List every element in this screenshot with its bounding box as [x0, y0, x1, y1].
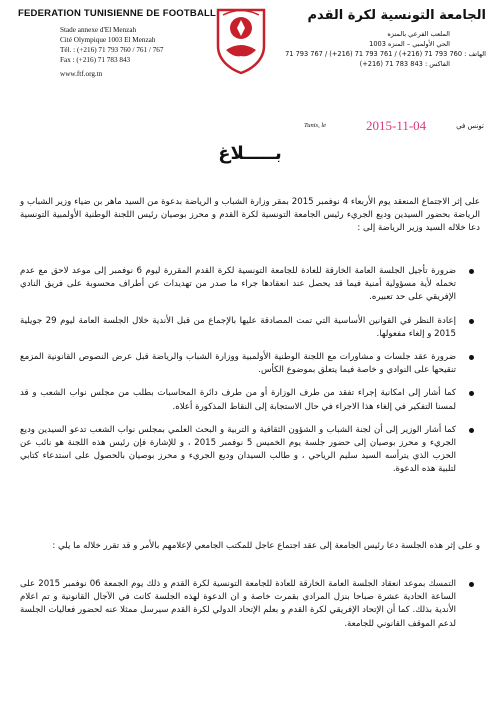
- list-item-text: كما أشار إلى امكانية إجراء تفقد من طرف الوزارة أو من طرف دائرة المحاسبات بطلب من مجلس نواب الشعب و قد لمسنا التفكير في إلغاء هذا الاجراء في حال الاستجابة إلى النقاط المذكورة أعلاه.: [20, 388, 456, 412]
- bullet-icon: [469, 428, 474, 433]
- list-item: [20, 351, 480, 377]
- address-line-ar: الحي الأولمبي – المنزه 1003: [369, 40, 450, 48]
- address-line-ar: الهاتف : 760 793 71 (216+) / 761 793 71 (216+) / 767 793 71: [285, 50, 486, 58]
- date-label-fr: Tunis, le: [304, 122, 327, 129]
- list-item: [20, 387, 480, 413]
- intro-paragraph: على إثر الاجتماع المنعقد يوم الأربعاء 4 نوفمبر 2015 بمقر وزارة الشباب و الرياضة بدعوة من السيد ماهر بن ضياء وزير الشباب و الرياضة بحضور السيدين وديع الجريء رئيس الجامعة التونسية لكرة القدم و محرز بوصيان رئيس اللجنة الوطنية الأولمبية التونسية دعا خلاله السيد وزير الرياضة إلى :: [20, 197, 480, 234]
- list-item-text: ضرورة عقد جلسات و مشاورات مع اللجنة الوطنية الأولمبية ووزارة الشباب والرياضة قبل عرض النصوص القانونية المزمع تنقيحها على النوادي و خاصة فيما يتعلق بموضوع الكأس.: [20, 352, 456, 376]
- address-line-fr: Fax : (+216) 71 783 843: [60, 56, 131, 64]
- bullet-icon: [469, 355, 474, 360]
- federation-logo: [212, 6, 270, 76]
- header-right: [286, 8, 486, 69]
- list-item-text: التمسك بموعد انعقاد الجلسة العامة الخارقة للعادة للجامعة التونسية لكرة القدم و ذلك يوم الجمعة 06 نوفمبر 2015 على الساعة الحادية عشرة صباحا بنزل المرادي بقمرت خاصة و ان الدعوة لهذه الجلسة كانت في الآجال القانونية و تم اعلام الأندية بذلك. كما أن الإتحاد الإفريقي لكرة القدم و بعلم الإتحاد الدولي لكرة القدم سيرسل ممثلا عنه لحضور فعاليات الجلسة لدعم الموقف القانوني للجامعة.: [20, 579, 456, 629]
- bullet-icon: [469, 582, 474, 587]
- address-line-ar: الملعب الفرعي بالمنزه: [387, 30, 450, 38]
- address-line-fr: Tél. : (+216) 71 793 760 / 761 / 767: [60, 46, 164, 54]
- list-item-text: كما أشار الوزير إلى أن لجنة الشباب و الشؤون الثقافية و التربية و البحث العلمي بمجلس نواب الشعب تدعو السيدين وديع الجريء و محرز بوصيان إلى حضور جلسة يوم الخميس 5 نوفمبر 2015 ، و للإشارة فإن رئيس هذه اللجنة هو نائب عن الحزب الذي يترأسه السيد سليم الرياحي ، و طالب السيدان وديع الجريء و محرز بوصيان بالحصول على استدعاء كتابي لتلبية هذه الدعوة.: [20, 424, 457, 475]
- org-name-ar: الجامعة التونسية لكرة القدم: [307, 8, 486, 23]
- list-item: [20, 424, 480, 477]
- closing-paragraph: و على إثر هذه الجلسة دعا رئيس الجامعة إلى عقد اجتماع عاجل للمكتب الجامعي لإعلامهم بالأمر و قد تقرر خلاله ما يلي :: [52, 541, 480, 551]
- list-item-text: ضرورة تأجيل الجلسة العامة الخارقة للعادة للجامعة التونسية لكرة القدم المقررة ليوم 6 نوفمبر إلى موعد لاحق مع عدم تحمله لأية مسؤولية أمنية فيما قد يحصل عند انعقادها جراء ما صدر من تهديدات عن أطراف محسوبة على فريق النادي الإفريقي على حد تعبيره.: [20, 266, 457, 303]
- date-row: [304, 118, 484, 135]
- bullet-icon: [469, 319, 474, 324]
- list-item: [20, 265, 480, 305]
- document-title: بـــــلاغ: [218, 143, 282, 164]
- bullet-icon: [469, 269, 474, 274]
- list-item: [20, 578, 480, 631]
- date-value: 2015-11-04: [366, 118, 427, 133]
- address-line-ar: الفاكس : 843 783 71 (216+): [359, 60, 450, 68]
- list-item-text: إعادة النظر في القوانين الأساسية التي تمت المصادقة عليها بالإجماع من قبل الأندية خلال الجلسة العامة ليوم 29 جويلية 2015 و إلغاء مفعولها.: [20, 315, 457, 339]
- bullet-icon: [469, 391, 474, 396]
- website-link[interactable]: www.ftf.org.tn: [60, 70, 103, 78]
- list-item: [20, 315, 480, 341]
- address-line-fr: Stade annexe d'El Menzah: [60, 26, 137, 34]
- header-left: [18, 8, 217, 79]
- address-line-fr: Cité Olympique 1003 El Menzah: [60, 36, 156, 44]
- outcome-list: [20, 578, 480, 641]
- date-label-ar: تونس في: [456, 122, 484, 130]
- org-name-fr: FEDERATION TUNISIENNE DE FOOTBALL: [18, 8, 217, 19]
- decision-list: [20, 265, 480, 487]
